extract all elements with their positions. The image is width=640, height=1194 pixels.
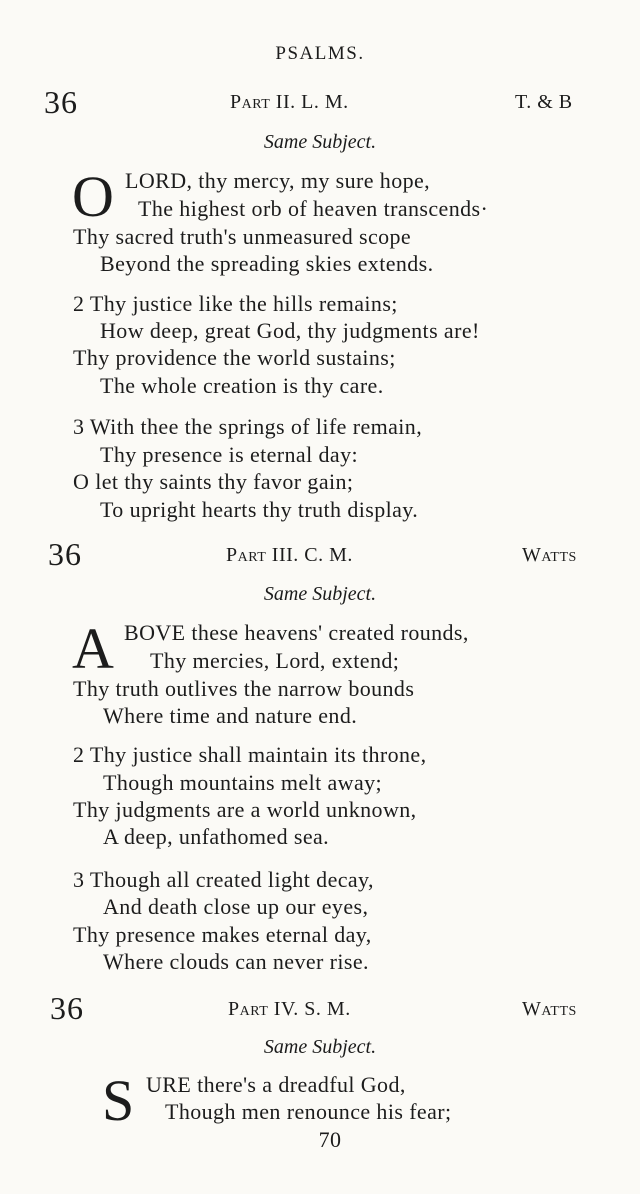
author: Watts — [522, 998, 577, 1020]
verse-line: Where clouds can never rise. — [103, 949, 369, 974]
verse-line: Thy providence the world sustains; — [73, 345, 396, 370]
subject: Same Subject. — [263, 583, 377, 605]
verse-line: 2 Thy justice like the hills remains; — [73, 291, 398, 316]
running-header: PSALMS. — [275, 43, 365, 64]
verse-line: Thy presence makes eternal day, — [73, 922, 372, 947]
part-meter: Part II. L. M. — [230, 91, 349, 113]
verse-line: The whole creation is thy care. — [100, 373, 384, 398]
part-meter: Part III. C. M. — [226, 544, 353, 566]
verse-line: URE there's a dreadful God, — [146, 1072, 406, 1097]
verse-line: O let thy saints thy favor gain; — [73, 469, 354, 494]
psalm-number: 36 — [50, 990, 84, 1026]
psalm-number: 36 — [44, 84, 78, 120]
drop-cap: S — [102, 1068, 135, 1133]
verse-line: 3 With thee the springs of life remain, — [73, 414, 423, 439]
author: Watts — [522, 544, 577, 566]
verse-line: How deep, great God, thy judgments are! — [100, 318, 480, 343]
verse-line: Thy mercies, Lord, extend; — [150, 648, 400, 673]
verse-line: And death close up our eyes, — [103, 894, 369, 919]
verse-line: Beyond the spreading skies extends. — [100, 251, 434, 276]
verse-line: The highest orb of heaven transcends· — [138, 196, 489, 221]
verse-line: Thy judgments are a world unknown, — [73, 797, 417, 822]
verse-line: BOVE these heavens' created rounds, — [124, 620, 469, 645]
verse-line: Though men renounce his fear; — [165, 1099, 452, 1124]
author: T. & B — [515, 91, 573, 113]
page-number: 70 — [318, 1127, 342, 1152]
drop-cap: O — [72, 164, 114, 229]
verse-line: A deep, unfathomed sea. — [103, 824, 330, 849]
verse-line: Thy truth outlives the narrow bounds — [73, 676, 415, 701]
verse-line: 2 Thy justice shall maintain its throne, — [73, 742, 427, 767]
verse-line: To upright hearts thy truth display. — [100, 497, 419, 522]
verse-line: Thy presence is eternal day: — [100, 442, 358, 467]
verse-line: Where time and nature end. — [103, 703, 358, 728]
verse-line: Though mountains melt away; — [103, 770, 383, 795]
part-meter: Part IV. S. M. — [228, 998, 351, 1020]
drop-cap: A — [72, 616, 114, 681]
subject: Same Subject. — [263, 131, 377, 153]
psalm-number: 36 — [48, 536, 82, 572]
verse-line: Thy sacred truth's unmeasured scope — [73, 224, 412, 249]
subject: Same Subject. — [263, 1036, 377, 1058]
verse-line: LORD, thy mercy, my sure hope, — [125, 168, 431, 193]
verse-line: 3 Though all created light decay, — [73, 867, 374, 892]
